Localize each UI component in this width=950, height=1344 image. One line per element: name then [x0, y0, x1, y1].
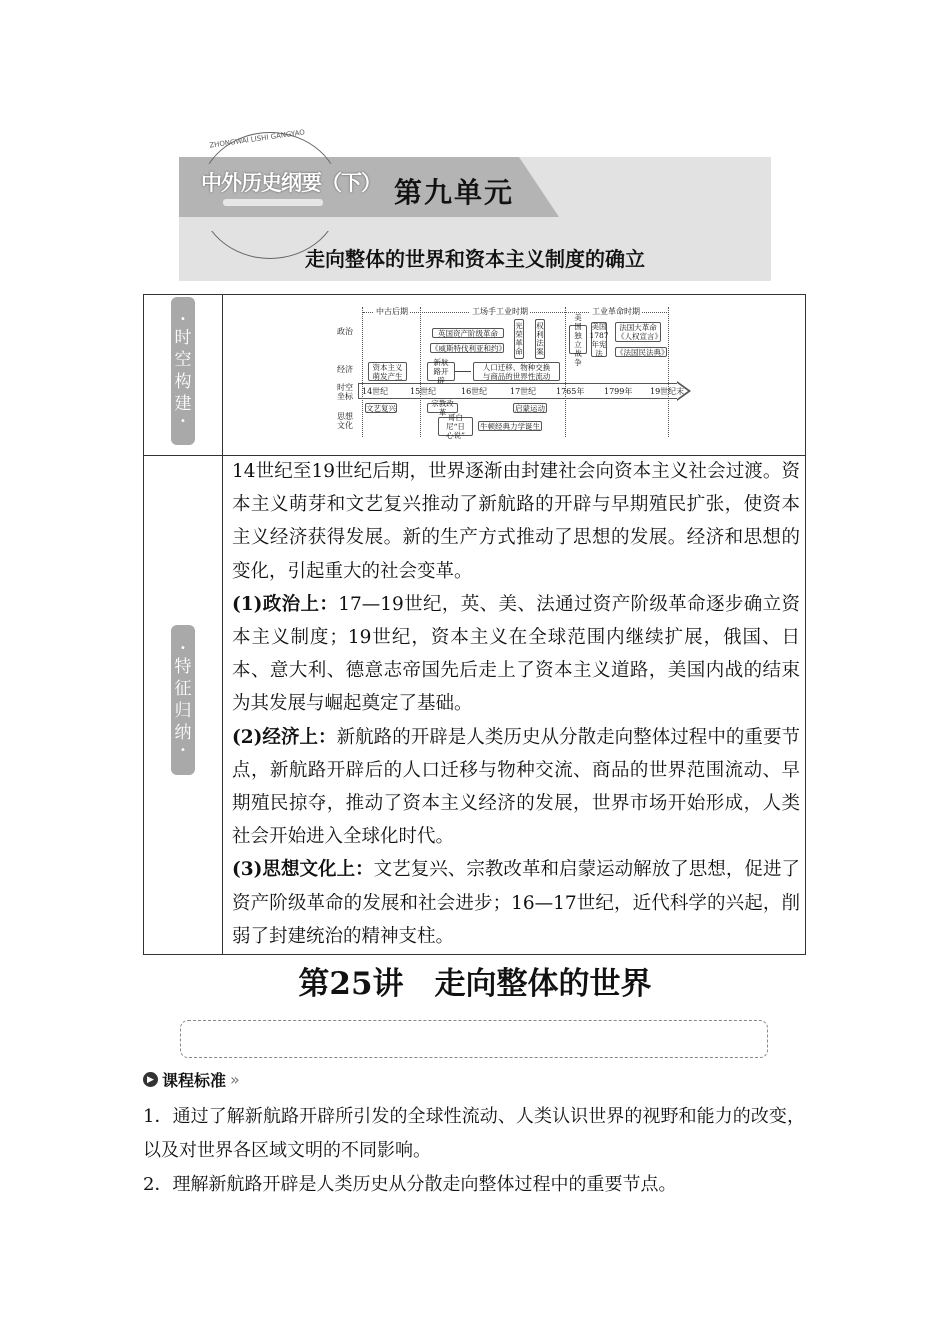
- point-culture: (3)思想文化上：文艺复兴、宗教改革和启蒙运动解放了思想，促进了资产阶级革命的发展和社会进步；16—17世纪，近代科学的兴起，削弱了封建统治的精神支柱。: [232, 859, 800, 947]
- event-box: 美国独立战争: [569, 325, 587, 354]
- event-box: 资本主义萌发产生: [368, 362, 407, 381]
- event-box: 哥白尼“日心说”: [438, 417, 473, 436]
- row-label: 时空坐标: [337, 383, 353, 401]
- period-divider: [668, 307, 669, 437]
- axis-tick: 15世纪: [410, 387, 437, 396]
- row-label: 经济: [337, 365, 353, 374]
- arrow-icon: [455, 371, 471, 372]
- event-box: 《法国民法典》: [616, 347, 669, 357]
- row-label: 政治: [337, 327, 353, 336]
- point-economy: (2)经济上：新航路的开辟是人类历史从分散走向整体过程中的重要节点，新航路开辟后的人口迁移与物种交流、商品的世界范围流动、早期殖民掠夺，推动了资本主义经济的发展，世界市场开始形成，人类社会开始进入全球化时代。: [232, 726, 800, 848]
- period-divider: [362, 307, 363, 437]
- event-box: 文艺复兴: [366, 403, 396, 413]
- double-chevron-icon: »: [230, 1070, 240, 1089]
- axis-tick: 1799年: [604, 387, 633, 396]
- row-label-features: • 特 征 归 纳 •: [171, 625, 195, 775]
- unit-subtitle: 走向整体的世界和资本主义制度的确立: [305, 247, 645, 271]
- event-box: 美国1787年宪法: [589, 321, 609, 358]
- standard-list: [143, 1100, 805, 1202]
- list-item: 1．通过了解新航路开辟所引发的全球性流动、人类认识世界的视野和能力的改变，以及对世界各区域文明的不同影响。: [143, 1106, 805, 1161]
- row-label: 思想文化: [337, 412, 353, 430]
- play-icon: ▶: [143, 1072, 158, 1087]
- event-box: 人口迁移、物种交换与商品的世界性流动: [473, 362, 560, 381]
- emblem-text: ZHONGWAI LISHI GANGYAO: [208, 128, 306, 150]
- axis-tick: 19世纪末: [650, 387, 685, 396]
- timeline-diagram: [0, 0, 950, 450]
- event-box: 宗教改革: [427, 403, 458, 413]
- axis-tick: 16世纪: [461, 387, 488, 396]
- event-box: 牛顿经典力学诞生: [480, 421, 540, 431]
- event-box: 法国大革命《人权宣言》: [617, 323, 662, 341]
- features-text: [232, 455, 800, 953]
- event-box: 光荣革命: [514, 319, 524, 359]
- axis-tick: 14世纪: [362, 387, 389, 396]
- series-title: 中外历史纲要（下）: [201, 171, 381, 195]
- unit-title: 第九单元: [394, 176, 515, 209]
- list-item: 2．理解新航路开辟是人类历史从分散走向整体过程中的重要节点。: [143, 1174, 677, 1195]
- intro-paragraph: 14世纪至19世纪后期，世界逐渐由封建社会向资本主义社会过渡。资本主义萌芽和文艺复兴推动了新航路的开辟与早期殖民扩张，使资本主义经济获得发展。新的生产方式推动了思想的发展。经济和思想的变化，引起重大的社会变革。: [232, 461, 800, 582]
- period-label: 工场手工业时期: [472, 307, 528, 316]
- row-label-timespace: • 时 空 构 建 •: [171, 297, 195, 445]
- period-label: 工业革命时期: [592, 307, 640, 316]
- event-box: 《威斯特伐利亚和约》: [431, 343, 506, 353]
- event-box: 启蒙运动: [515, 403, 545, 413]
- period-divider: [420, 307, 421, 437]
- event-box: 新航路开辟: [427, 362, 455, 381]
- lecture-title: 第25讲 走向整体的世界: [298, 966, 652, 1002]
- dashed-box: [180, 1020, 768, 1058]
- event-box: 英国资产阶级革命: [432, 328, 504, 338]
- event-box: 权利法案: [535, 319, 545, 359]
- axis-tick: 17世纪: [510, 387, 537, 396]
- period-label: 中古后期: [376, 307, 408, 316]
- standard-heading: ▶ 课程标准 »: [143, 1068, 240, 1091]
- axis-tick: 1765年: [556, 387, 585, 396]
- period-divider: [565, 307, 566, 437]
- point-politics: (1)政治上：17—19世纪，英、美、法通过资产阶级革命逐步确立资本主义制度；19世纪，资本主义在全球范围内继续扩展，俄国、日本、意大利、德意志帝国先后走上了资本主义道路，美国内战的结束为其发展与崛起奠定了基础。: [232, 593, 800, 715]
